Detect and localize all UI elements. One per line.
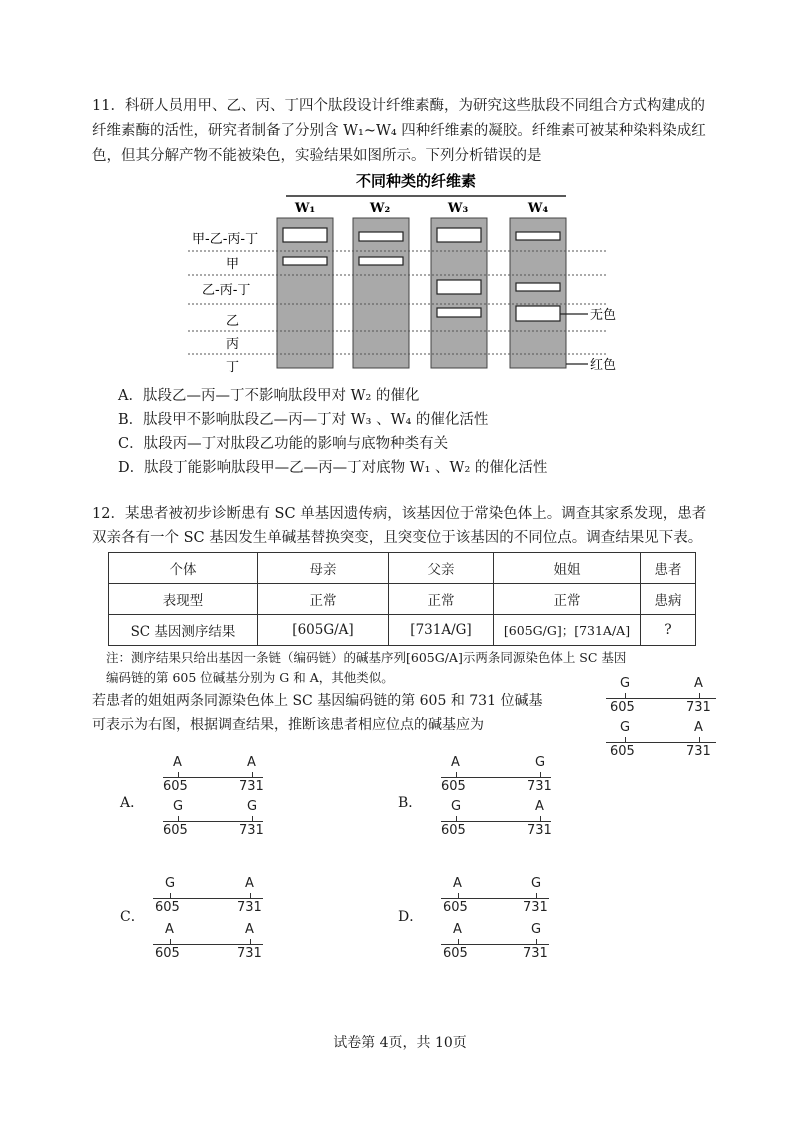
table-cell: 患者 [641,553,696,584]
q12-option-a-label[interactable]: A． [120,795,145,811]
table-row [109,584,696,615]
q11-line-3: 色，但其分解产物不能被染色，实验结果如图所示。下列分析错误的是 [92,148,542,164]
table-cell: [605G/G]；[731A/A] [494,615,641,646]
row-label-yi: 乙 [226,314,240,329]
q12-option-c-diagram[interactable]: G A 605 731 A A 605 731 [155,876,262,961]
band-w4-full [516,232,560,240]
q12-line-2: 双亲各有一个 SC 基因发生单碱基替换突变，且突变位于该基因的不同位点。调查结果见下表。 [92,530,703,546]
table-cell: 患病 [641,584,696,615]
col-header-w3: W₃ [447,201,469,216]
table-cell: 母亲 [258,553,389,584]
base-label: A [694,720,703,735]
col-header-w2: W₂ [369,201,391,216]
row-label-bing: 丙 [226,337,240,352]
q12-note-line-2: 编码链的第 605 位碱基分别为 G 和 A，其他类似。 [106,670,394,685]
band-w3-yi [437,308,481,317]
genotype-table [108,552,696,646]
table-header-row [109,553,696,584]
cellulose-gel-figure [188,168,628,378]
row-label-jia: 甲 [226,257,240,272]
position-label: 605 [610,700,635,715]
col-header-w1: W₁ [294,201,316,216]
band-w4-yi [516,306,560,321]
q12-option-b-label[interactable]: B． [398,795,423,811]
base-label: G [620,676,631,691]
table-cell: 正常 [258,584,389,615]
table-cell: [731A/G] [389,615,494,646]
q11-option-d[interactable]: D．肽段丁能影响肽段甲—乙—丙—丁对底物 W₁ 、W₂ 的催化活性 [118,460,548,476]
q12-option-a-diagram[interactable]: A A 605 731 G G 605 731 [163,755,264,838]
q11-line-2: 纤维素酶的活性，研究者制备了分别含 W₁~W₄ 四种纤维素的凝胶。纤维素可被某种染料染成红 [92,123,706,139]
table-cell: ? [641,615,696,646]
q12-option-c-label[interactable]: C． [120,909,145,925]
q11-option-c[interactable]: C．肽段丙—丁对肽段乙功能的影响与底物种类有关 [118,436,449,452]
q12-note-line-1: 注：测序结果只给出基因一条链（编码链）的碱基序列[605G/A]示两条同源染色体上 SC 基因 [106,650,627,665]
band-w4-yi-bing-ding [516,283,560,291]
figure-title: 不同种类的纤维素 [355,172,477,190]
row-label-ding: 丁 [226,360,240,375]
base-label: A [694,676,703,691]
table-cell: 表现型 [109,584,258,615]
chromosome-line [606,698,716,699]
position-label: 731 [686,700,711,715]
band-w3-yi-bing-ding [437,280,481,294]
table-cell: 个体 [109,553,258,584]
table-cell: [605G/A] [258,615,389,646]
page-footer: 试卷第 4页，共 10页 [333,1035,467,1051]
band-w1-full [283,228,327,242]
table-row [109,615,696,646]
q12-tail-line-1: 若患者的姐姐两条同源染色体上 SC 基因编码链的第 605 和 731 位碱基 [92,693,543,709]
q12-option-d-diagram[interactable]: A G 605 731 A G 605 731 [443,876,548,961]
band-w2-jia [359,257,403,265]
sister-chromosome-diagram [606,676,716,766]
base-label: G [620,720,631,735]
table-cell: 姐姐 [494,553,641,584]
q12-line-1: 12．某患者被初步诊断患有 SC 单基因遗传病，该基因位于常染色体上。调查其家系发现，患者 [92,506,707,522]
band-w3-full [437,228,481,242]
table-cell: 正常 [389,584,494,615]
row-label-yi-bing-ding: 乙-丙-丁 [202,283,251,298]
chromosome-line [606,742,716,743]
position-label: 605 [610,744,635,759]
legend-colorless: 无色 [590,308,617,323]
q12-option-b-diagram[interactable]: A G 605 731 G A 605 731 [441,755,552,838]
band-w2-full [359,232,403,241]
table-cell: 父亲 [389,553,494,584]
band-w1-jia [283,257,327,265]
legend-red: 红色 [590,358,617,373]
q11-option-b[interactable]: B．肽段甲不影响肽段乙—丙—丁对 W₃ 、W₄ 的催化活性 [118,412,489,428]
q11-option-a[interactable]: A．肽段乙—丙—丁不影响肽段甲对 W₂ 的催化 [118,388,420,404]
position-label: 731 [686,744,711,759]
table-cell: 正常 [494,584,641,615]
q11-line-1: 11．科研人员用甲、乙、丙、丁四个肽段设计纤维素酶，为研究这些肽段不同组合方式构建成的 [92,98,705,114]
q12-tail-line-2: 可表示为右图，根据调查结果，推断该患者相应位点的碱基应为 [92,717,484,733]
row-label-jia-yi-bing-ding: 甲-乙-丙-丁 [192,232,259,247]
table-cell: SC 基因测序结果 [109,615,258,646]
q12-option-d-label[interactable]: D． [398,909,424,925]
col-header-w4: W₄ [527,201,549,216]
